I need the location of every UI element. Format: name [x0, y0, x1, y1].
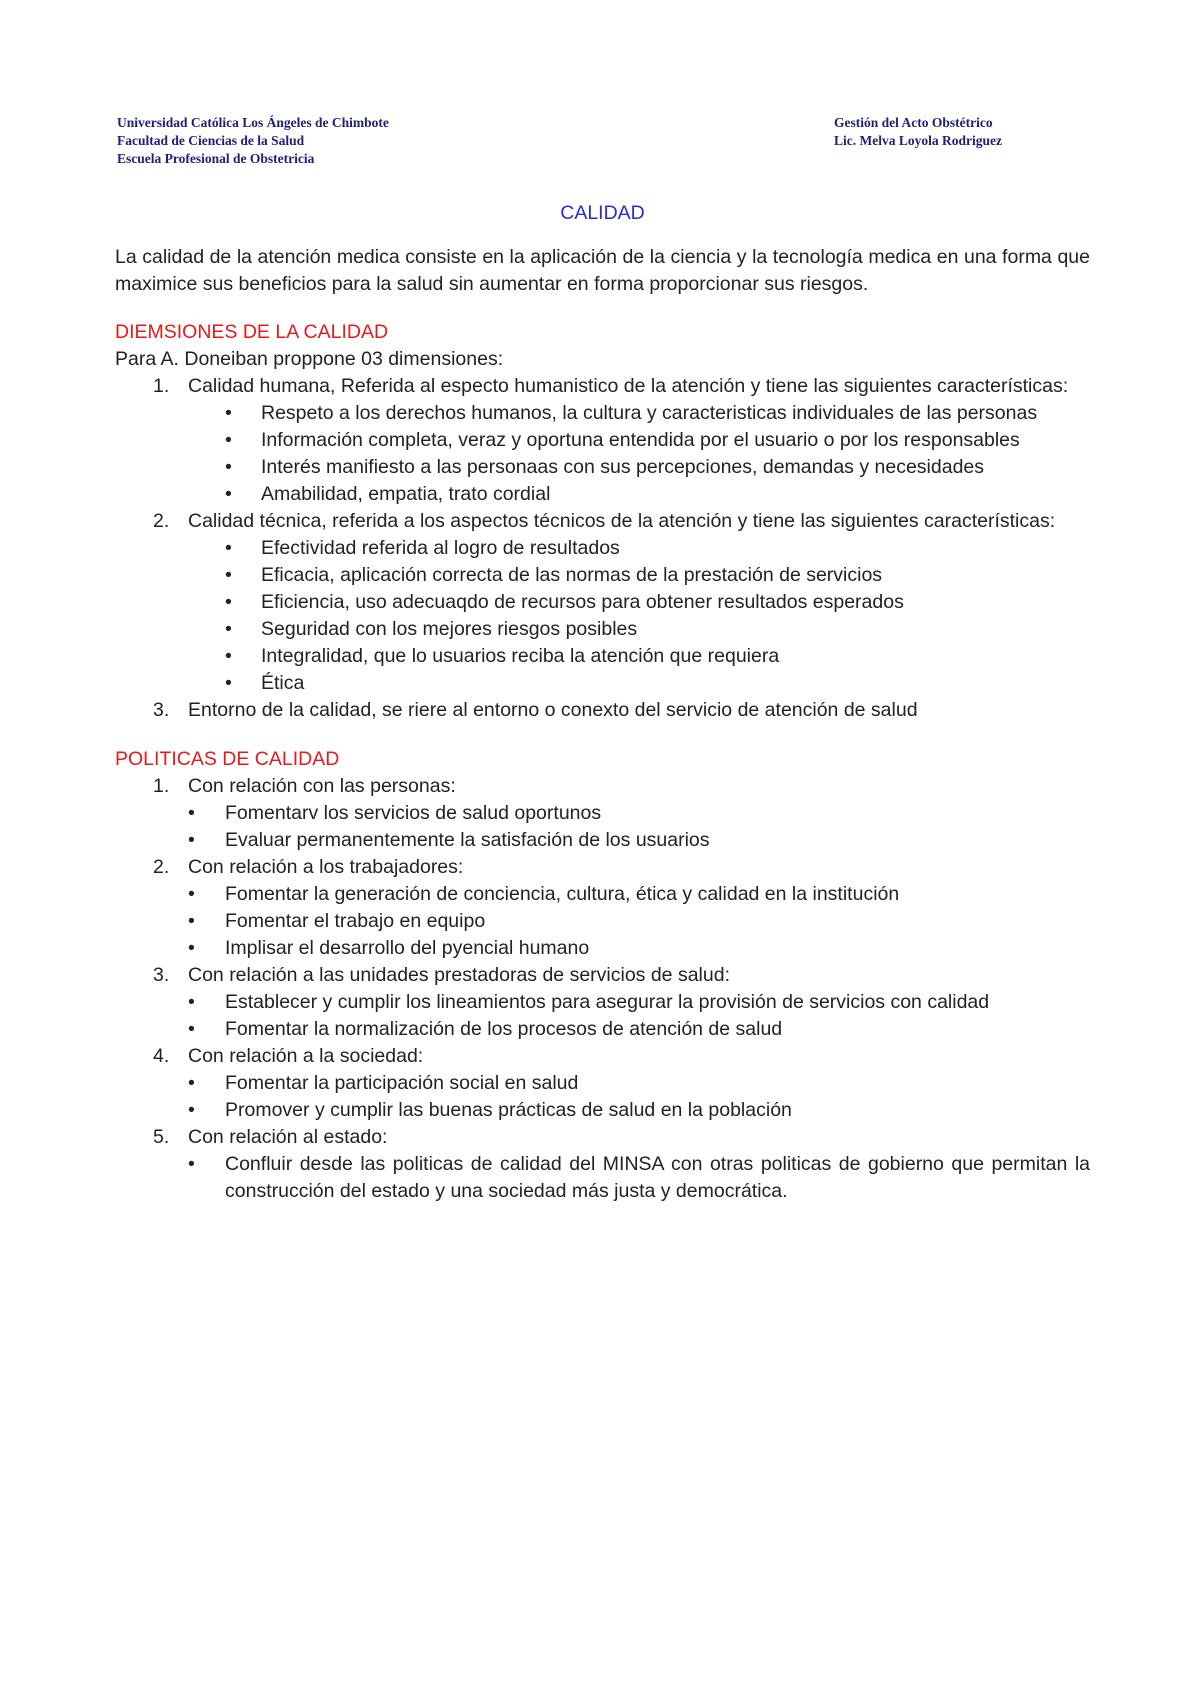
- bullet-icon: •: [225, 645, 232, 667]
- bullet-text: Eficacia, aplicación correcta de las normas de la prestación de servicios: [261, 564, 883, 586]
- dimension-bullet: [115, 454, 1090, 481]
- header-school: Escuela Profesional de Obstetricia: [117, 151, 315, 166]
- bullet-icon: •: [225, 483, 232, 505]
- bullet-icon: •: [225, 402, 232, 424]
- policy-bullet: [115, 800, 1090, 827]
- bullet-text: Fomentarv los servicios de salud oportunos: [225, 802, 602, 824]
- bullet-icon: •: [188, 1072, 195, 1094]
- policy-item: [115, 773, 1090, 800]
- policy-bullet: [115, 1097, 1090, 1124]
- list-item-text: Con relación con las personas:: [188, 775, 456, 797]
- document-title: CALIDAD: [560, 202, 645, 224]
- dimension-bullet: [115, 589, 1090, 616]
- policy-bullet: [115, 908, 1090, 935]
- bullet-text: Seguridad con los mejores riesgos posibles: [261, 618, 638, 640]
- dimension-bullet: [115, 616, 1090, 643]
- dimension-bullet: [115, 562, 1090, 589]
- list-number: 2.: [153, 510, 170, 532]
- policy-bullet: [115, 1016, 1090, 1043]
- list-item-text: Calidad humana, Referida al especto humanistico de la atención y tiene las siguientes características:: [188, 375, 1069, 397]
- header-left: [117, 114, 389, 168]
- bullet-icon: •: [188, 937, 195, 959]
- list-item-text: Con relación a los trabajadores:: [188, 856, 464, 878]
- policies-heading: POLITICAS DE CALIDAD: [115, 748, 340, 770]
- policy-bullet: [115, 935, 1090, 962]
- bullet-icon: •: [225, 429, 232, 451]
- bullet-text: Evaluar permanentemente la satisfación de los usuarios: [225, 829, 710, 851]
- bullet-text: Eficiencia, uso adecuaqdo de recursos para obtener resultados esperados: [261, 591, 904, 613]
- list-number: 5.: [153, 1126, 170, 1148]
- dimension-item: [115, 508, 1090, 535]
- bullet-icon: •: [225, 537, 232, 559]
- bullet-icon: •: [188, 883, 195, 905]
- bullet-text: Respeto a los derechos humanos, la cultura y caracteristicas individuales de las personas: [261, 402, 1038, 424]
- list-item-text: Calidad técnica, referida a los aspectos técnicos de la atención y tiene las siguientes características:: [188, 510, 1056, 532]
- policy-item: [115, 962, 1090, 989]
- bullet-text: Integralidad, que lo usuarios reciba la atención que requiera: [261, 645, 780, 667]
- bullet-text: Fomentar la generación de conciencia, cultura, ética y calidad en la institución: [225, 883, 900, 905]
- list-item-text: Con relación a las unidades prestadoras de servicios de salud:: [188, 964, 730, 986]
- bullet-text: Información completa, veraz y oportuna entendida por el usuario o por los responsables: [261, 429, 1020, 451]
- bullet-icon: •: [188, 910, 195, 932]
- header-faculty: Facultad de Ciencias de la Salud: [117, 133, 305, 148]
- policy-bullet: [115, 1151, 1090, 1205]
- list-item-text: Con relación al estado:: [188, 1126, 388, 1148]
- list-number: 1.: [153, 375, 170, 397]
- bullet-text: Efectividad referida al logro de resultados: [261, 537, 620, 559]
- dimension-item: [115, 697, 1090, 724]
- list-number: 2.: [153, 856, 170, 878]
- policy-item: [115, 854, 1090, 881]
- dimensions-lead: Para A. Doneiban proppone 03 dimensiones:: [115, 348, 504, 370]
- policies-section: [115, 746, 1090, 1205]
- header-instructor: Lic. Melva Loyola Rodriguez: [834, 133, 1002, 148]
- dimension-bullet: [115, 481, 1090, 508]
- bullet-icon: •: [225, 618, 232, 640]
- list-item-text: Entorno de la calidad, se riere al entorno o conexto del servicio de atención de salud: [188, 699, 918, 721]
- header-course: Gestión del Acto Obstétrico: [834, 115, 993, 130]
- intro-paragraph: La calidad de la atención medica consiste en la aplicación de la ciencia y la tecnología medica en una forma que maximice sus beneficios para la salud sin aumentar en forma proporcionar sus riesgos.: [115, 246, 1090, 295]
- dimensions-list: [115, 373, 1090, 724]
- bullet-icon: •: [188, 1018, 195, 1040]
- policy-bullet: [115, 827, 1090, 854]
- bullet-icon: •: [188, 1153, 195, 1175]
- bullet-text: Ética: [261, 672, 305, 694]
- bullet-icon: •: [188, 1099, 195, 1121]
- bullet-icon: •: [225, 672, 232, 694]
- list-number: 3.: [153, 964, 170, 986]
- header-right: [834, 114, 1002, 150]
- dimension-bullet: [115, 643, 1090, 670]
- bullet-text: Confluir desde las politicas de calidad del MINSA con otras politicas de gobierno que permitan la construcción del estado y una sociedad más justa y democrática.: [225, 1153, 1090, 1202]
- policy-bullet: [115, 989, 1090, 1016]
- bullet-text: Promover y cumplir las buenas prácticas de salud en la población: [225, 1099, 792, 1121]
- bullet-text: Interés manifiesto a las personaas con sus percepciones, demandas y necesidades: [261, 456, 985, 478]
- policy-bullet: [115, 881, 1090, 908]
- bullet-icon: •: [188, 802, 195, 824]
- bullet-text: Amabilidad, empatia, trato cordial: [261, 483, 551, 505]
- bullet-text: Fomentar el trabajo en equipo: [225, 910, 486, 932]
- bullet-text: Fomentar la participación social en salud: [225, 1072, 579, 1094]
- dimensions-section: [115, 319, 1090, 724]
- bullet-icon: •: [188, 991, 195, 1013]
- list-number: 4.: [153, 1045, 170, 1067]
- bullet-text: Implisar el desarrollo del pyencial humano: [225, 937, 590, 959]
- list-number: 1.: [153, 775, 170, 797]
- policy-item: [115, 1043, 1090, 1070]
- list-item-text: Con relación a la sociedad:: [188, 1045, 424, 1067]
- list-number: 3.: [153, 699, 170, 721]
- header-university: Universidad Católica Los Ángeles de Chimbote: [117, 115, 389, 130]
- dimension-bullet: [115, 670, 1090, 697]
- document-body: [115, 200, 1090, 1227]
- bullet-icon: •: [225, 591, 232, 613]
- dimensions-heading: DIEMSIONES DE LA CALIDAD: [115, 321, 389, 343]
- bullet-icon: •: [225, 456, 232, 478]
- bullet-text: Establecer y cumplir los lineamientos para asegurar la provisión de servicios con calidad: [225, 991, 990, 1013]
- dimension-bullet: [115, 427, 1090, 454]
- bullet-icon: •: [188, 829, 195, 851]
- bullet-text: Fomentar la normalización de los procesos de atención de salud: [225, 1018, 783, 1040]
- dimension-bullet: [115, 535, 1090, 562]
- policies-list: [115, 773, 1090, 1205]
- bullet-icon: •: [225, 564, 232, 586]
- policy-bullet: [115, 1070, 1090, 1097]
- policy-item: [115, 1124, 1090, 1151]
- dimension-bullet: [115, 400, 1090, 427]
- dimension-item: [115, 373, 1090, 400]
